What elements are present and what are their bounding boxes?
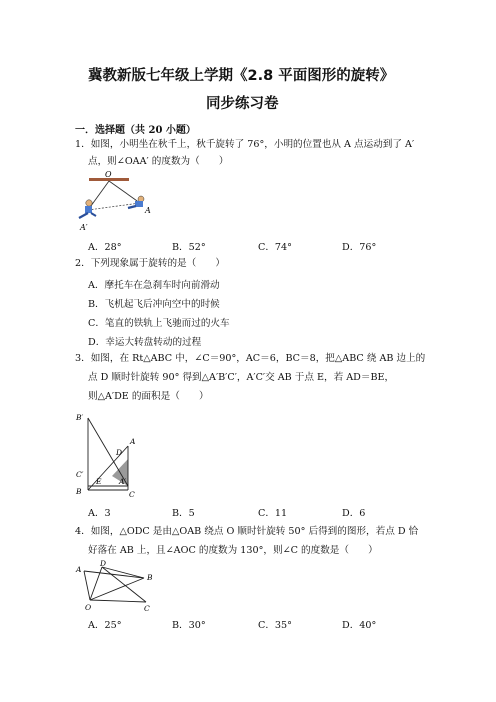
q2-option-d[interactable]: D．幸运大转盘转动的过程 bbox=[88, 337, 202, 348]
q4-option-d[interactable]: D．40° bbox=[342, 620, 377, 631]
section-heading: 一．选择题（共 20 小题） bbox=[75, 125, 196, 136]
q3-label-D: D bbox=[116, 448, 123, 457]
q3-label-C1: C′ bbox=[76, 470, 84, 479]
q4-text-line1: 4．如图，△ODC 是由△OAB 绕点 O 顺时针旋转 50° 后得到的图形，若点 D 恰 bbox=[75, 526, 419, 537]
q4-option-a[interactable]: A．25° bbox=[88, 620, 122, 631]
q3-label-C: C bbox=[129, 490, 135, 499]
q4-text-line2: 好落在 AB 上，且∠AOC 的度数为 130°，则∠C 的度数是（ ） bbox=[88, 545, 378, 556]
line-o-c bbox=[90, 600, 146, 602]
q4-label-C: C bbox=[144, 604, 150, 613]
q1-option-d[interactable]: D．76° bbox=[342, 242, 377, 253]
q3-text-line1: 3．如图，在 Rt△ABC 中，∠C＝90°，AC＝6，BC＝8，把△ABC 绕 AB 边上的 bbox=[75, 353, 426, 364]
q3-label-B: B bbox=[76, 487, 82, 496]
q3-option-d[interactable]: D．6 bbox=[342, 508, 366, 519]
q4-rotation-figure bbox=[74, 558, 160, 614]
q2-option-c[interactable]: C．笔直的铁轨上飞驰而过的火车 bbox=[88, 318, 230, 329]
q4-label-O: O bbox=[85, 603, 92, 612]
q3-label-E: E bbox=[96, 477, 102, 486]
q1-label-A: A bbox=[145, 206, 151, 215]
q4-label-D: D bbox=[100, 559, 107, 568]
q1-label-O: O bbox=[105, 170, 112, 179]
q3-option-c[interactable]: C．11 bbox=[258, 508, 288, 519]
q2-text-line1: 2．下列现象属于旋转的是（ ） bbox=[75, 258, 226, 269]
page-title: 冀教新版七年级上学期《2.8 平面图形的旋转》 bbox=[88, 68, 395, 84]
q1-text-line2: 点，则∠OAA′ 的度数为（ ） bbox=[88, 156, 229, 167]
q4-option-c[interactable]: C．35° bbox=[258, 620, 292, 631]
q4-label-B: B bbox=[147, 573, 153, 582]
q3-text-line3: 则△A′DE 的面积是（ ） bbox=[88, 391, 209, 402]
q1-option-a[interactable]: A．28° bbox=[88, 242, 122, 253]
q3-option-a[interactable]: A．3 bbox=[88, 508, 111, 519]
line-d-c bbox=[102, 567, 146, 602]
q1-text-line1: 1．如图，小明坐在秋千上，秋千旋转了 76°，小明的位置也从 A 点运动到了 A′ bbox=[75, 139, 415, 150]
q2-option-a[interactable]: A．摩托车在急刹车时向前滑动 bbox=[88, 280, 220, 291]
line-o-b bbox=[90, 578, 144, 600]
q3-label-B1: B′ bbox=[76, 413, 84, 422]
q3-triangle-figure bbox=[74, 410, 146, 500]
q2-option-b[interactable]: B．飞机起飞后冲向空中的时候 bbox=[88, 299, 220, 310]
q3-option-b[interactable]: B．5 bbox=[172, 508, 195, 519]
q3-label-A1: A′ bbox=[119, 477, 127, 486]
page-subtitle: 同步练习卷 bbox=[206, 96, 279, 112]
q4-option-b[interactable]: B．30° bbox=[172, 620, 206, 631]
line-a-o bbox=[84, 571, 90, 600]
q1-option-c[interactable]: C．74° bbox=[258, 242, 292, 253]
q3-label-A: A bbox=[130, 437, 136, 446]
q1-label-A1: A′ bbox=[80, 223, 88, 232]
q1-swing-figure bbox=[74, 168, 164, 234]
q3-text-line2: 点 D 顺时针旋转 90° 得到△A′B′C′，A′C′交 AB 于点 E，若 AD＝BE， bbox=[88, 372, 395, 383]
q4-label-A: A bbox=[76, 565, 82, 574]
q1-option-b[interactable]: B．52° bbox=[172, 242, 206, 253]
child-right-icon bbox=[128, 196, 144, 208]
swing-rope-right bbox=[109, 181, 140, 203]
